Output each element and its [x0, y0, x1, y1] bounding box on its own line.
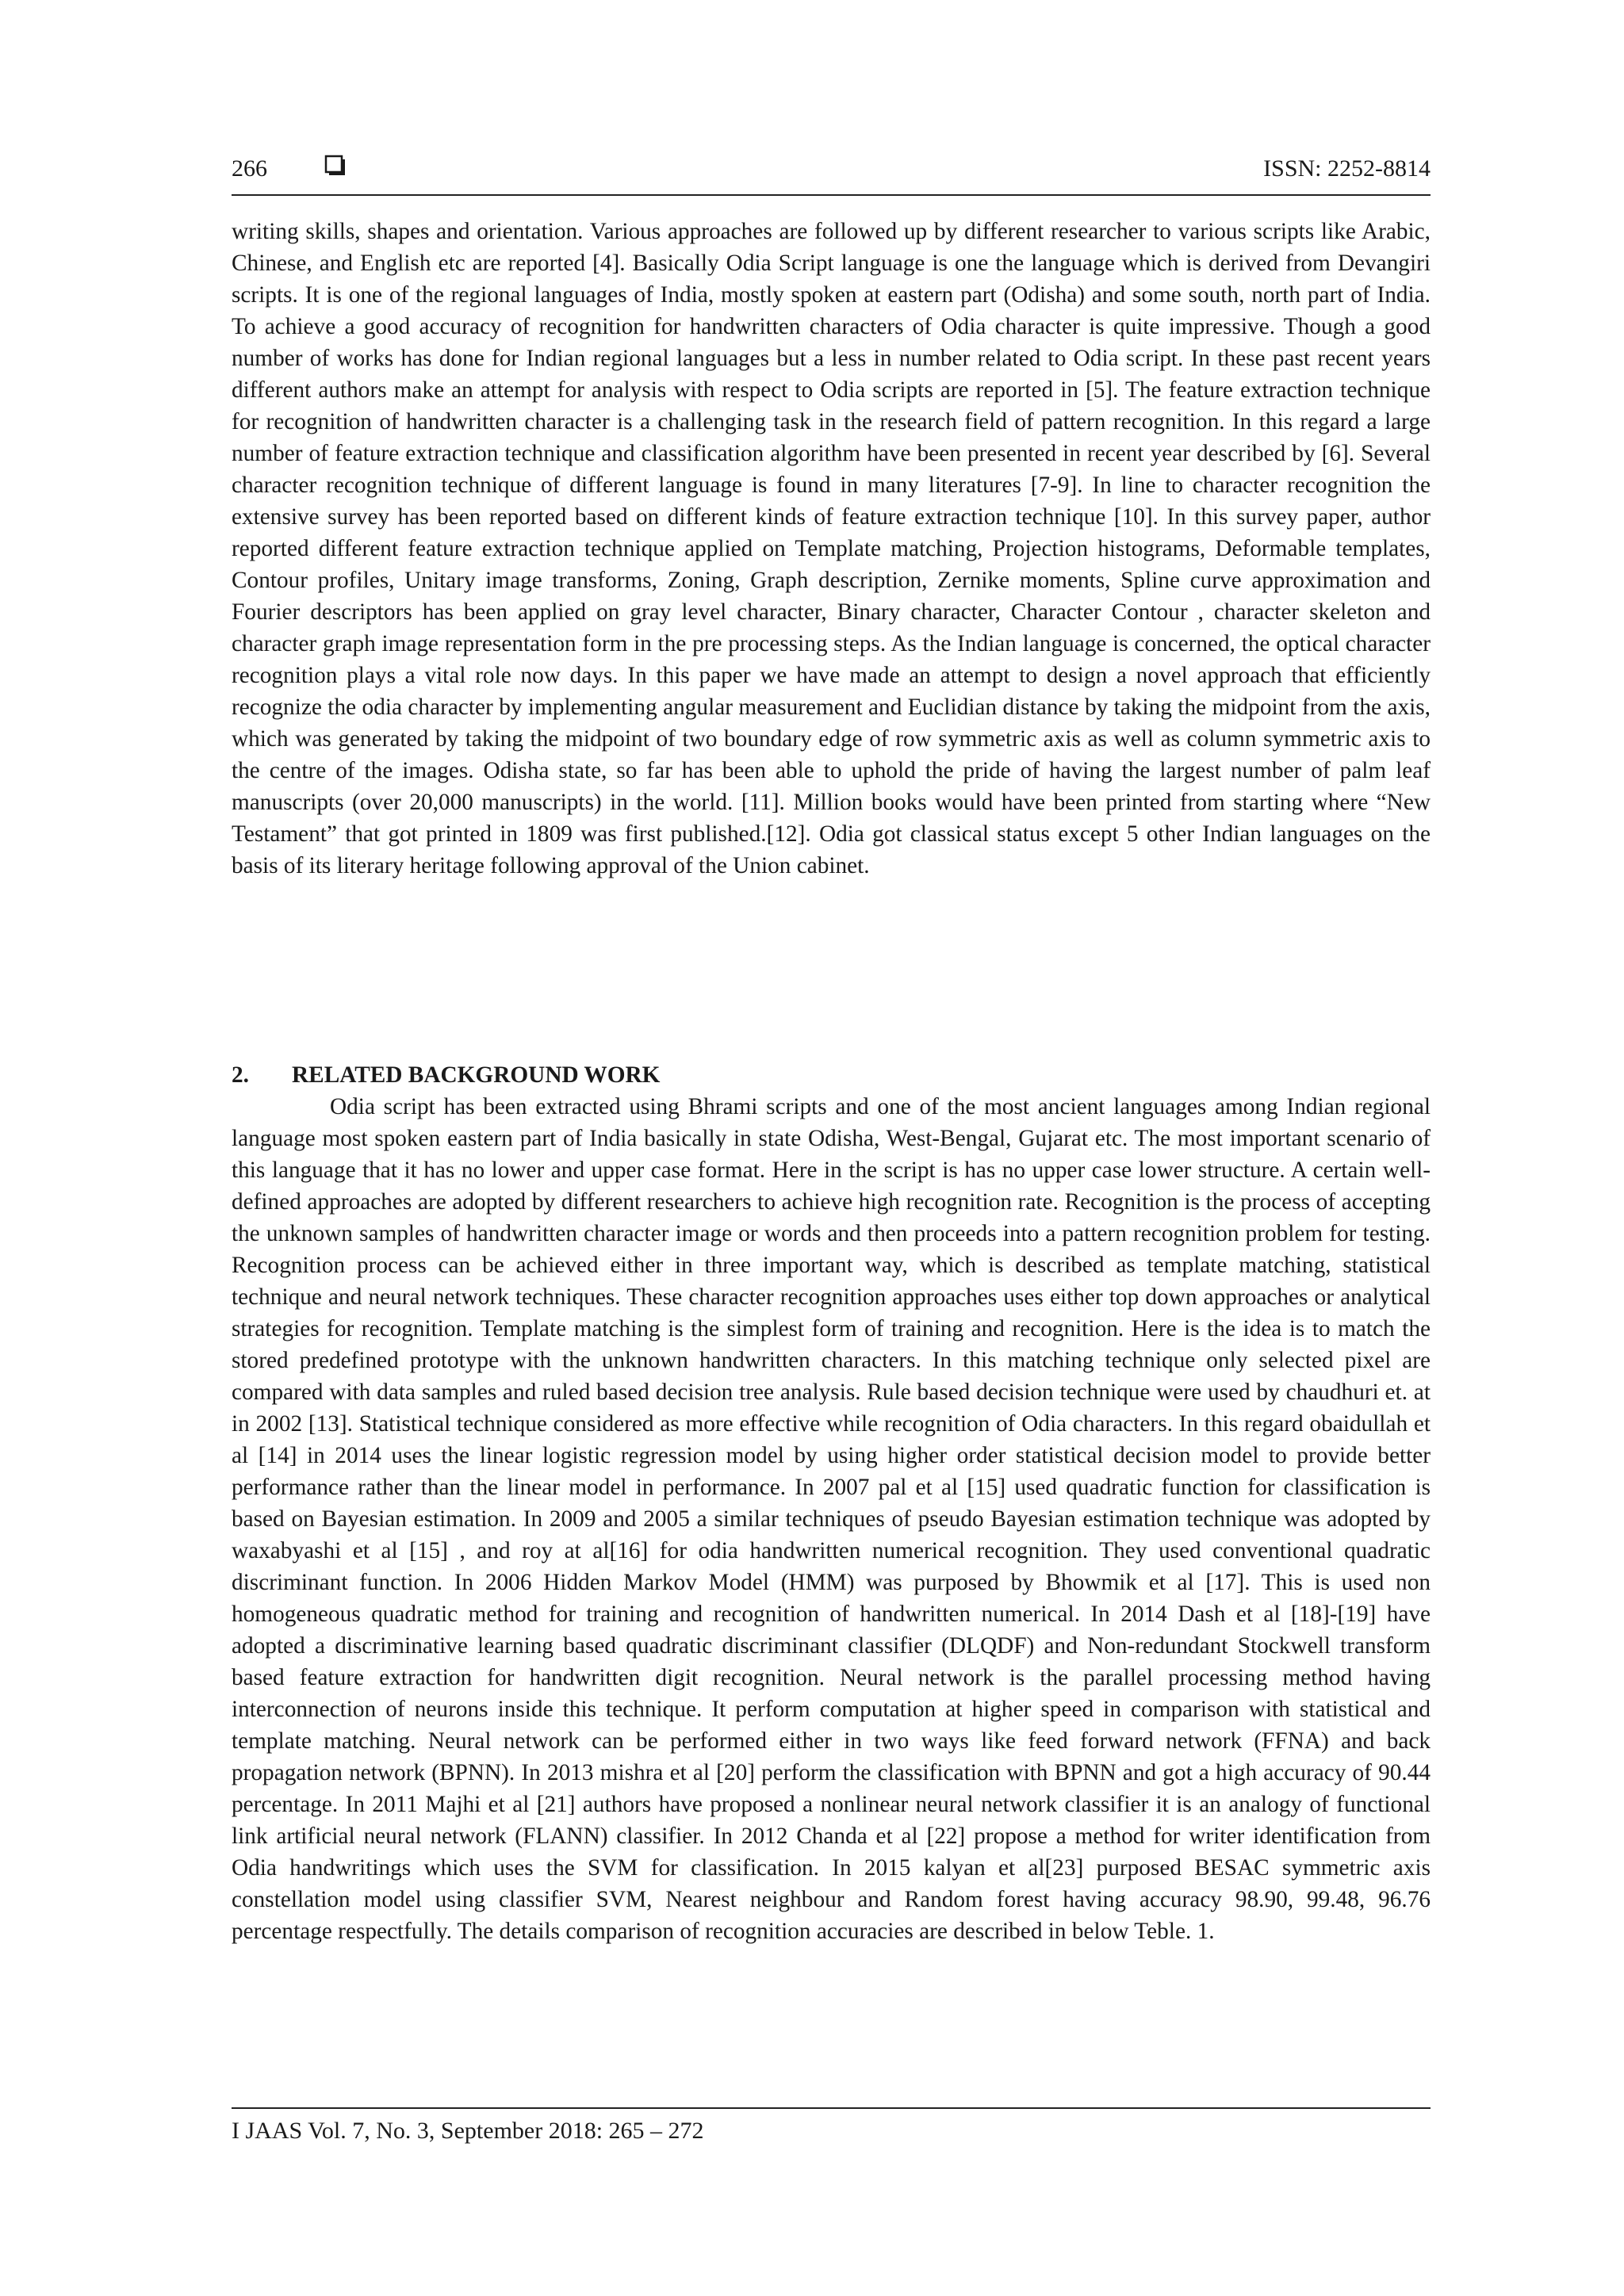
section-heading	[232, 1059, 1431, 1091]
footer-divider	[232, 2107, 1431, 2109]
section-paragraph: Odia script has been extracted using Bhrami scripts and one of the most ancient languages among Indian regional language most spoken eastern part of India basically in state Odisha, West-Bengal, Gujarat etc. The most important scenario of this language that it has no lower and upper case format. Here in the script is has no upper case lower structure. A certain well-defined approaches are adopted by different researchers to achieve high recognition rate. Recognition is the process of accepting the unknown samples of handwritten character image or words and then proceeds into a pattern recognition problem for testing. Recognition process can be achieved either in three important way, which is described as template matching, statistical technique and neural network techniques. These character recognition approaches uses either top down approaches or analytical strategies for recognition. Template matching is the simplest form of training and recognition. Here is the idea is to match the stored predefined prototype with the unknown handwritten characters. In this matching technique only selected pixel are compared with data samples and ruled based decision tree analysis. Rule based decision technique were used by chaudhuri et. at in 2002 [13]. Statistical technique considered as more effective while recognition of Odia characters. In this regard obaidullah et al [14] in 2014 uses the linear logistic regression model by using higher order statistical decision model to provide better performance rather than the linear model in performance. In 2007 pal et al [15] used quadratic function for classification is based on Bayesian estimation. In 2009 and 2005 a similar techniques of pseudo Bayesian estimation technique was adopted by waxabyashi et al [15] , and roy at al[16] for odia handwritten numerical recognition. They used conventional quadratic discriminant function. In 2006 Hidden Markov Model (HMM) was purposed by Bhowmik et al [17]. This is used non homogeneous quadratic method for training and recognition of handwritten numerical. In 2014 Dash et al [18]-[19] have adopted a discriminative learning based quadratic discriminant classifier (DLQDF) and Non-redundant Stockwell transform based feature extraction for handwritten digit recognition. Neural network is the parallel processing method having interconnection of neurons inside this technique. It perform computation at higher speed in comparison with statistical and template matching. Neural network can be performed either in two ways like feed forward network (FFNA) and back propagation network (BPNN). In 2013 mishra et al [20] perform the classification with BPNN and got a high accuracy of 90.44 percentage. In 2011 Majhi et al [21] authors have proposed a nonlinear neural network classifier it is an analogy of functional link artificial neural network (FLANN) classifier. In 2012 Chanda et al [22] propose a method for writer identification from Odia handwritings which uses the SVM for classification. In 2015 kalyan et al[23] purposed BESAC symmetric axis constellation model using classifier SVM, Nearest neighbour and Random forest having accuracy 98.90, 99.48, 96.76 percentage respectfully. The details comparison of recognition accuracies are described in below Teble. 1.	[232, 1094, 1431, 1944]
section-number: 2.	[232, 1062, 249, 1088]
section-title: RELATED BACKGROUND WORK	[292, 1062, 661, 1088]
intro-paragraph: writing skills, shapes and orientation. Various approaches are followed up by different researcher to various scripts like Arabic, Chinese, and English etc are reported [4]. Basically Odia Script language is one the language which is derived from Devangiri scripts. It is one of the regional languages of India, mostly spoken at eastern part (Odisha) and some south, north part of India. To achieve a good accuracy of recognition for handwritten characters of Odia character is quite impressive. Though a good number of works has done for Indian regional languages but a less in number related to Odia script. In these past recent years different authors make an attempt for analysis with respect to Odia scripts are reported in [5]. The feature extraction technique for recognition of handwritten character is a challenging task in the research field of pattern recognition. In this regard a large number of feature extraction technique and classification algorithm have been presented in recent year described by [6]. Several character recognition technique of different language is found in many literatures [7-9]. In line to character recognition the extensive survey has been reported based on different kinds of feature extraction technique [10]. In this survey paper, author reported different feature extraction technique applied on Template matching, Projection histograms, Deformable templates, Contour profiles, Unitary image transforms, Zoning, Graph description, Zernike moments, Spline curve approximation and Fourier descriptors has been applied on gray level character, Binary character, Character Contour , character skeleton and character graph image representation form in the pre processing steps. As the Indian language is concerned, the optical character recognition plays a vital role now days. In this paper we have made an attempt to design a novel approach that efficiently recognize the odia character by implementing angular measurement and Euclidian distance by taking the midpoint from the axis, which was generated by taking the midpoint of two boundary edge of row symmetric axis as well as column symmetric axis to the centre of the images. Odisha state, so far has been able to uphold the pride of having the largest number of palm leaf manuscripts (over 20,000 manuscripts) in the world. [11]. Million books would have been printed from starting where “New Testament” that got printed in 1809 was first published.[12]. Odia got classical status except 5 other Indian languages on the basis of its literary heritage following approval of the Union cabinet.	[232, 219, 1431, 878]
journal-citation: I JAAS Vol. 7, No. 3, September 2018: 265 – 272	[232, 2118, 704, 2144]
issn-label: ISSN: 2252-8814	[1263, 155, 1431, 182]
hollow-square-icon	[324, 154, 347, 178]
running-header	[232, 152, 1431, 192]
header-divider	[232, 194, 1431, 196]
page-number: 266	[232, 155, 267, 182]
